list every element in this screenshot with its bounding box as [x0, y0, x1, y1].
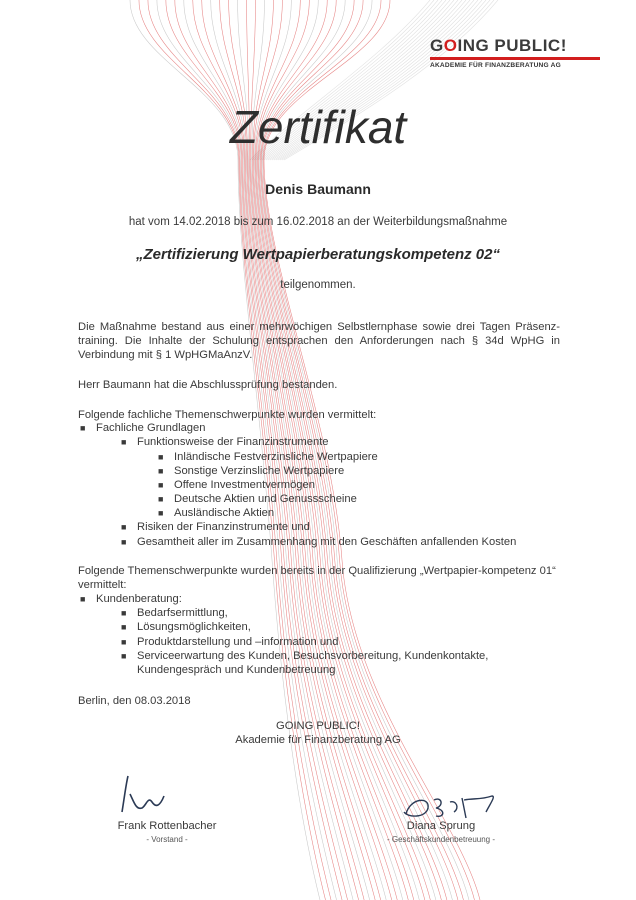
signer-role-1: - Vorstand -: [146, 835, 188, 844]
list-item: ■ Deutsche Aktien und Genussscheine: [158, 493, 357, 505]
signature-rottenbacher: [112, 772, 202, 818]
list-item: ■ Ausländische Aktien: [158, 507, 275, 519]
list-item: ■ Gesamtheit aller im Zusammenhang mit den Geschäften anfallenden Kosten: [121, 536, 517, 548]
signer-role-2: - Geschäftskundenbetreuung -: [386, 835, 496, 844]
topics-intro: Folgende fachliche Themenschwerpunkte wurden vermittelt:: [78, 409, 377, 421]
logo-subtitle: AKADEMIE FÜR FINANZBERATUNG AG: [430, 62, 561, 69]
list-item: ■ Serviceerwartung des Kunden, Besuchsvorbereitung, Kundenkontakte,: [121, 650, 489, 662]
list-item: ■ Fachliche Grundlagen: [80, 422, 206, 434]
course-title: „Zertifizierung Wertpapierberatungskompetenz 02“: [136, 246, 500, 263]
list-item: ■ Lösungsmöglichkeiten,: [121, 621, 251, 633]
dates-line: hat vom 14.02.2018 bis zum 16.02.2018 an der Weiterbildungsmaßnahme: [128, 216, 508, 228]
list-item: ■ Offene Investmentvermögen: [158, 479, 315, 491]
list-item: ■ Produktdarstellung und –information und: [121, 636, 339, 648]
issuer-subtitle: Akademie für Finanzberatung AG: [235, 734, 401, 746]
prior-qualification-paragraph: Folgende Themenschwerpunkte wurden bereits in der Qualifizierung „Wertpapier-kompetenz 01“ vermittelt:: [78, 565, 556, 591]
signer-name-2: Diana Sprung: [406, 820, 476, 832]
list-item: ■ Risiken der Finanzinstrumente und: [121, 521, 310, 533]
participation-text: teilgenommen.: [280, 279, 356, 291]
place-and-date: Berlin, den 08.03.2018: [78, 695, 191, 707]
list-item: ■ Kundenberatung:: [80, 593, 182, 605]
list-item: ■ Bedarfsermittlung,: [121, 607, 228, 619]
signature-sprung: [400, 790, 510, 824]
signer-name-1: Frank Rottenbacher: [117, 820, 217, 832]
issuer-name: GOING PUBLIC!: [276, 720, 360, 732]
list-item: ■ Sonstige Verzinsliche Wertpapiere: [158, 465, 345, 477]
list-item: ■ Funktionsweise der Finanzinstrumente: [121, 436, 329, 448]
company-logo: [430, 36, 610, 69]
list-item: Kundengespräch und Kundenbetreuung: [137, 664, 336, 676]
recipient-name: Denis Baumann: [265, 181, 371, 197]
exam-result: Herr Baumann hat die Abschlussprüfung bestanden.: [78, 379, 338, 391]
description-paragraph: Die Maßnahme bestand aus einer mehrwöchigen Selbstlernphase sowie drei Tagen Präsenz-training. Die Inhalte der Schulung entsprachen den Anforderungen nach § 34d WpHG in Verbindung mit § 1 WpHGMaAnzV.: [78, 321, 560, 361]
logo-underline: [430, 57, 600, 60]
logo-wordmark: GOING PUBLIC!: [430, 36, 567, 55]
certificate-title: Zertifikat: [229, 101, 407, 153]
list-item: ■ Inländische Festverzinsliche Wertpapiere: [158, 451, 378, 463]
